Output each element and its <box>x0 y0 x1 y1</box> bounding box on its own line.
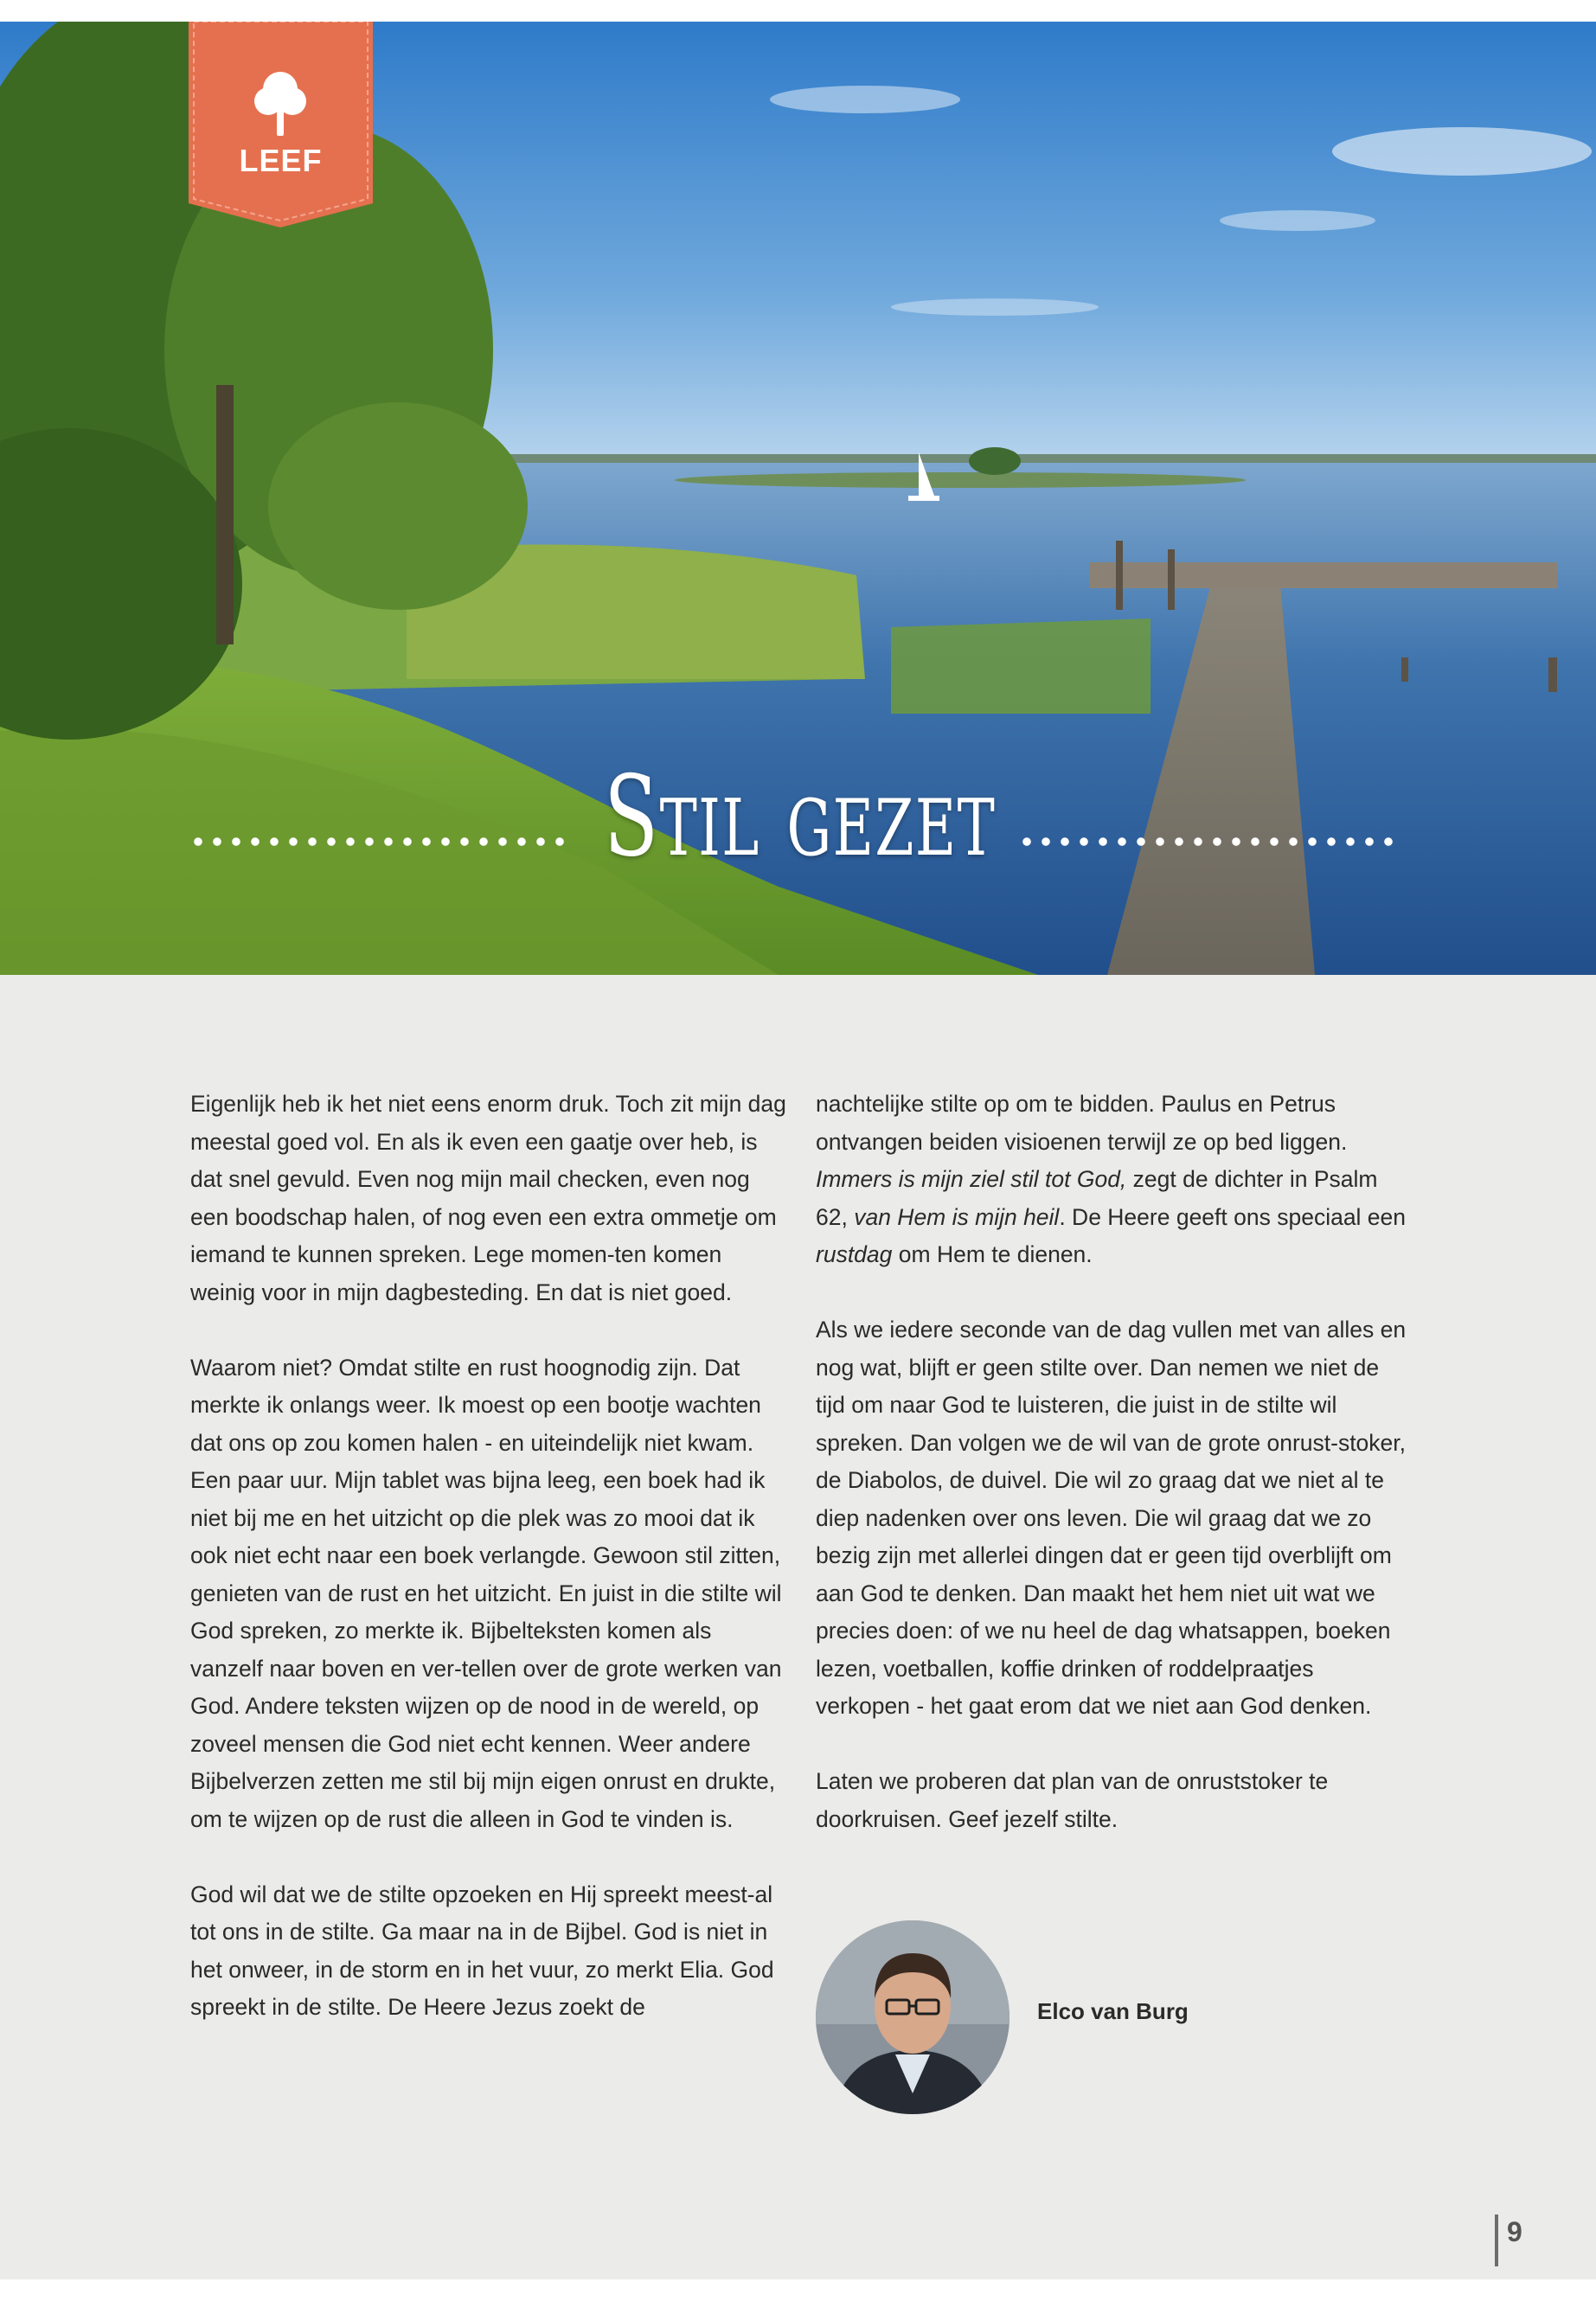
text-run: . De Heere geeft ons speciaal een <box>1059 1203 1407 1230</box>
bible-quote: van Hem is mijn heil <box>854 1203 1060 1230</box>
article-title-row <box>189 740 1400 895</box>
paragraph: Waarom niet? Omdat stilte en rust hoognodig zijn. Dat merkte ik onlangs weer. Ik moest op een bootje wachten dat ons op zou komen halen - en uiteindelijk niet kwam. Een paar uur. Mijn tablet was bijna leeg, een boek had ik niet bij me en het uitzicht op die plek was zo mooi dat ik ook niet echt naar een boek verlangde. Gewoon stil zitten, genieten van de rust en het uitzicht. En juist in die stilte wil God spreken, zo merkte ik. Bijbelteksten komen als vanzelf naar boven en ver-tellen over de grote werken van God. Andere teksten wijzen op de nood in de wereld, op zoveel mensen die God niet echt kennen. Weer andere Bijbelverzen zetten me stil bij mijn eigen onrust en drukte, om te wijzen op de rust die alleen in God te vinden is. <box>190 1354 782 1832</box>
page-number: 9 <box>1507 2216 1522 2247</box>
article-left-column <box>190 1086 787 2064</box>
text-run: zegt de dichter in Psalm 62, <box>816 1166 1378 1230</box>
title-dots-right <box>1017 836 1398 847</box>
title-dots-left <box>189 836 569 847</box>
bible-quote: Immers is mijn ziel stil tot God, <box>816 1166 1127 1192</box>
paragraph: God wil dat we de stilte opzoeken en Hij spreekt meest-al tot ons in de stilte. Ga maar na in de Bijbel. God is niet in het onweer, in de storm en in het vuur, zo merkt Elia. God spreekt in de stilte. De Heere Jezus zoekt de <box>190 1881 774 2020</box>
section-tag-ribbon <box>189 22 373 228</box>
text-run: om Hem te dienen. <box>898 1241 1093 1267</box>
article-title: Stil gezet <box>604 753 997 881</box>
paragraph: Eigenlijk heb ik het niet eens enorm druk. Toch zit mijn dag meestal goed vol. En als ik even een gaatje over heb, is dat snel gevuld. Even nog mijn mail checken, even nog een boodschap halen, of nog even een extra ommetje om iemand te kunnen spreken. Lege momen-ten komen weinig voor in mijn dagbesteding. En dat is niet goed. <box>190 1091 786 1305</box>
article-right-column <box>816 1086 1413 1876</box>
paragraph: Als we iedere seconde van de dag vullen met van alles en nog wat, blijft er geen stilte over. Dan nemen we niet de tijd om naar God te luisteren, die juist in de stilte wil spreken. Dan volgen we de wil van de grote onrust-stoker, de Diabolos, de duivel. Die wil zo graag dat we niet al te diep nadenken over ons leven. Die wil graag dat we zo bezig zijn met allerlei dingen dat er geen tijd overblijft om aan God te denken. Dan maakt het hem niet uit wat we precies doen: of we nu heel de dag whatsappen, boeken lezen, voetballen, koffie drinken of roddelpraatjes verkopen - het gaat erom dat we niet aan God denken. <box>816 1317 1407 1719</box>
text-run: nachtelijke stilte op om te bidden. Paulus en Petrus ontvangen beiden visioenen terwijl ze op bed liggen. <box>816 1091 1348 1155</box>
section-tag <box>189 22 373 228</box>
section-tag-label: LEEF <box>239 143 323 178</box>
page-number-rule <box>1495 2214 1498 2266</box>
magazine-page <box>0 22 1596 2279</box>
paragraph <box>816 1086 1413 1274</box>
paragraph: Laten we proberen dat plan van de onruststoker te doorkruisen. Geef jezelf stilte. <box>816 1768 1329 1832</box>
author-portrait <box>816 1920 1010 2114</box>
author-photo <box>816 1920 1010 2114</box>
lake-hero-photo <box>0 22 1596 975</box>
author-name: Elco van Burg <box>1037 1998 1189 2024</box>
emphasis: rustdag <box>816 1241 893 1267</box>
